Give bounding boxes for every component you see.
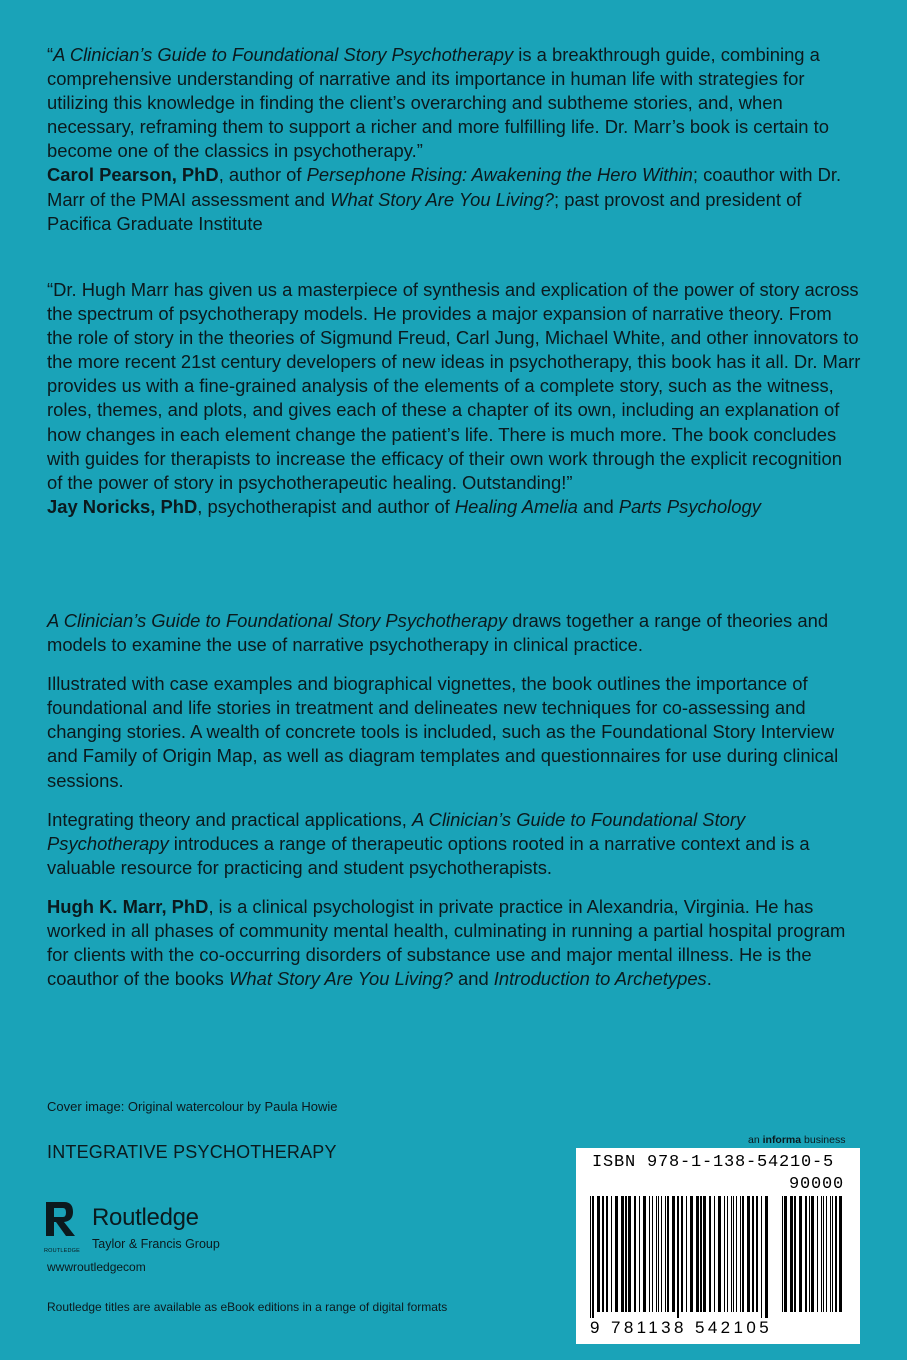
addon-bar xyxy=(839,1196,842,1312)
routledge-mark-icon xyxy=(42,1200,81,1254)
addon-bar xyxy=(782,1196,783,1312)
addon-bar xyxy=(784,1196,787,1312)
barcode-bar xyxy=(731,1196,732,1312)
quote-paragraph: “Dr. Hugh Marr has given us a masterpiece of synthesis and explication of the power of story across the spectrum of psychotherapy models. He provides a major expansion of narrative theory. From the role of story in the theories of Sigmund Freud, Carl Jung, Michael White, and other innovators to the more recent 21st century developers of new ideas in psychotherapy, this book has it all. Dr. Marr provides us with a fine-grained analysis of the elements of a complete story, such as the witness, roles, themes, and plots, and gives each of these a chapter of its own, including an explanation of how changes in each element change the patient’s life. There is much more. The book concludes with guides for therapists to increase the efficacy of their own work through the explicit recognition of the power of story in psychotherapeutic healing. Outstanding!” Jay Noricks, PhD, psychotherapist and author of Healing Amelia and Parts Psychology xyxy=(47,279,861,517)
quote-author: Jay Noricks, PhD xyxy=(47,495,198,517)
addon-bar xyxy=(817,1196,818,1312)
barcode-bar xyxy=(761,1196,762,1318)
quote-author: Carol Pearson, PhD xyxy=(47,164,219,186)
barcode-bar xyxy=(690,1196,693,1312)
barcode-bar xyxy=(714,1196,715,1312)
barcode-bar xyxy=(611,1196,612,1312)
description-paragraph: Illustrated with case examples and biographical vignettes, the book outlines the importance of foundational and life stories in treatment and delineates new techniques for co-assessing and changing stories. A wealth of concrete tools is included, such as the Foundational Story Interview and Family of Origin Map, as well as diagram templates and questionnaires for use during clinical sessions. xyxy=(47,673,839,791)
description-paragraph: A Clinician’s Guide to Foundational Story Psychotherapy draws together a range of theories and models to examine the use of narrative psychotherapy in clinical practice. xyxy=(47,610,829,656)
publisher-url[interactable]: wwwroutledgecom xyxy=(47,1260,146,1274)
barcode-bar xyxy=(656,1196,657,1312)
barcode-bar xyxy=(615,1196,618,1312)
barcode-digits: 9 781138 542105 xyxy=(590,1318,773,1337)
book-description xyxy=(47,609,862,991)
addon-bar xyxy=(832,1196,833,1312)
barcode-bar xyxy=(752,1196,754,1312)
barcode-bar xyxy=(733,1196,734,1312)
barcode-bar xyxy=(606,1196,608,1312)
barcode-bar xyxy=(709,1196,711,1312)
barcode-bar xyxy=(681,1196,683,1312)
ebook-note: Routledge titles are available as eBook editions in a range of digital formats xyxy=(47,1300,448,1314)
barcode-bar xyxy=(756,1196,758,1312)
barcode-bar xyxy=(592,1196,594,1318)
barcode-bar xyxy=(602,1196,604,1312)
author-bio: Hugh K. Marr, PhD, is a clinical psychologist in private practice in Alexandria, Virginia. He has worked in all phases of community mental health, culminating in running a partial hospital program for clients with the co-occurring disorders of substance use and major mental illness. He is the coauthor of the books What Story Are You Living? and Introduction to Archetypes. xyxy=(47,895,846,990)
barcode-bar xyxy=(703,1196,706,1312)
barcode-bar xyxy=(727,1196,728,1312)
barcode-bar xyxy=(628,1196,631,1312)
barcode-bar xyxy=(658,1196,659,1312)
barcode-bar xyxy=(742,1196,744,1312)
barcode-bar xyxy=(643,1196,646,1312)
barcode-bar xyxy=(765,1196,768,1318)
description-paragraph: Integrating theory and practical applications, A Clinician’s Guide to Foundational Story Psychotherapy introduces a range of therapeutic options rooted in a narrative context and is a valuable resource for practicing and student psychotherapists. xyxy=(47,808,810,878)
barcode-bar xyxy=(740,1196,741,1312)
addon-bar xyxy=(830,1196,831,1312)
barcode-bar xyxy=(747,1196,750,1312)
isbn-number: ISBN 978-1-138-54210-5 xyxy=(592,1153,835,1172)
addon-bar xyxy=(805,1196,807,1312)
addon-bar xyxy=(821,1196,822,1312)
endorsement-noricks xyxy=(47,278,862,519)
barcode-bar xyxy=(597,1196,600,1312)
author-name: Hugh K. Marr, PhD xyxy=(47,895,209,917)
quote-paragraph: “A Clinician’s Guide to Foundational Story Psychotherapy is a breakthrough guide, combining a comprehensive understanding of narrative and its importance in human life with strategies for utilizing this knowledge in finding the client’s overarching and subtheme stories, and, when necessary, reframing them to support a richer and more fulfilling life. Dr. Marr’s book is certain to become one of the classics in psychotherapy.” Carol Pearson, PhD, author of Persephone Rising: Awakening the Hero Within; coauthor with Dr. Marr of the PMAI assessment and What Story Are You Living?; past provost and president of Pacifica Graduate Institute xyxy=(47,44,842,234)
barcode-bar xyxy=(696,1196,699,1312)
barcode-bar xyxy=(661,1196,662,1312)
barcode-bar xyxy=(590,1196,591,1318)
barcode-bar xyxy=(700,1196,702,1312)
informa-tagline: an informa business xyxy=(748,1134,846,1146)
isbn-barcode xyxy=(576,1148,860,1344)
barcode-bar xyxy=(686,1196,687,1312)
barcode-bar xyxy=(665,1196,666,1312)
addon-bar xyxy=(811,1196,814,1312)
barcode-bar xyxy=(639,1196,640,1312)
barcode-bar xyxy=(736,1196,737,1312)
addon-bar xyxy=(835,1196,837,1312)
barcode-bar xyxy=(718,1196,721,1312)
barcode-bar xyxy=(667,1196,669,1312)
quote-book-title: A Clinician’s Guide to Foundational Story Psychotherapy xyxy=(53,44,514,65)
barcode-bar xyxy=(621,1196,624,1312)
barcode-bar xyxy=(634,1196,636,1312)
barcode-bar xyxy=(677,1196,679,1318)
addon-bar xyxy=(799,1196,802,1312)
publisher-name: Routledge xyxy=(92,1204,199,1231)
barcode-bar xyxy=(625,1196,627,1312)
addon-bar xyxy=(809,1196,810,1312)
routledge-mark-text: ROUTLEDGE xyxy=(44,1248,81,1254)
addon-bar xyxy=(826,1196,827,1312)
series-name: INTEGRATIVE PSYCHOTHERAPY xyxy=(47,1142,337,1162)
addon-bar xyxy=(794,1196,796,1312)
barcode-bar xyxy=(724,1196,725,1312)
barcode-bar xyxy=(652,1196,653,1312)
publisher-group: Taylor & Francis Group xyxy=(92,1237,220,1251)
barcode-bar xyxy=(649,1196,650,1312)
barcode-bars xyxy=(586,1196,850,1318)
addon-bar xyxy=(790,1196,793,1312)
endorsement-pearson xyxy=(47,43,862,236)
cover-credit: Cover image: Original watercolour by Paula Howie xyxy=(47,1099,338,1114)
addon-bar xyxy=(823,1196,824,1312)
price-code: 90000 xyxy=(788,1175,844,1194)
barcode-bar xyxy=(672,1196,675,1312)
